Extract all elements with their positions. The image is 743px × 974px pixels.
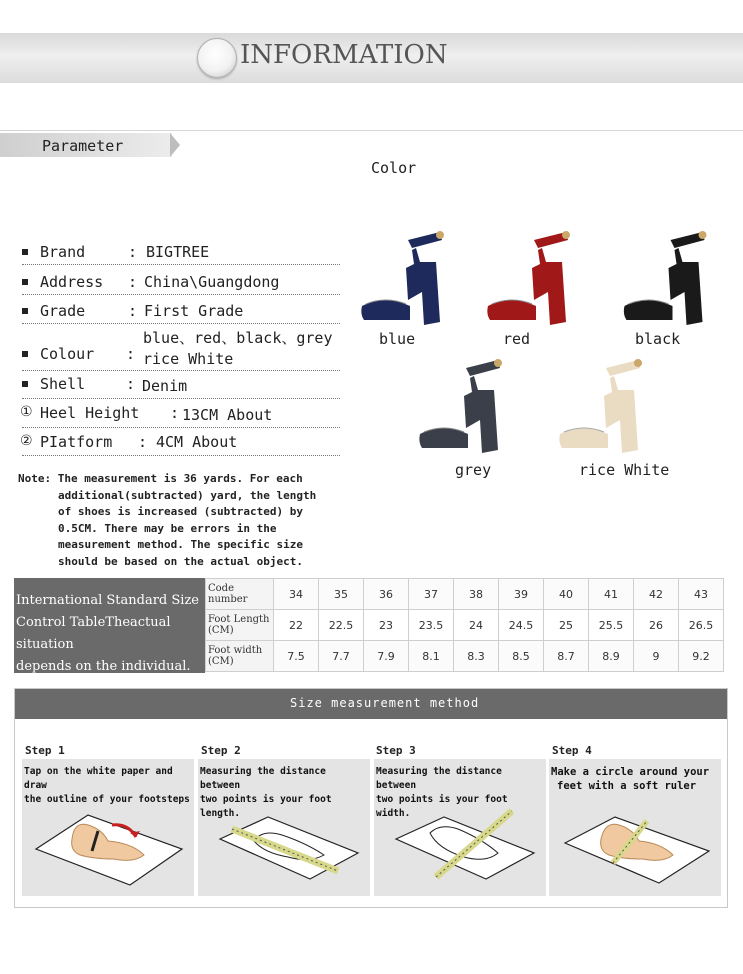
caption-line: Control TableTheactual situation bbox=[16, 615, 171, 652]
param-label: Shell bbox=[40, 375, 86, 393]
bullet-icon bbox=[22, 351, 28, 357]
size-row-header: Code number bbox=[206, 579, 274, 610]
note-line: measurement method. The specific size bbox=[58, 538, 304, 551]
size-row-header: Foot Length (CM) bbox=[206, 610, 274, 641]
param-label: PIatform bbox=[40, 433, 113, 451]
shoe-image-rice-white bbox=[556, 350, 646, 462]
sandal-icon bbox=[484, 222, 574, 330]
step-1-card bbox=[22, 759, 194, 896]
shoe-image-grey bbox=[416, 350, 506, 462]
header-circle-decoration bbox=[197, 38, 237, 78]
color-section-title: Color bbox=[371, 159, 417, 177]
param-value: First Grade bbox=[144, 302, 244, 320]
size-table-row bbox=[206, 579, 724, 610]
size-cell: 7.7 bbox=[319, 641, 364, 672]
size-table-caption bbox=[14, 578, 205, 673]
parameter-tab-label: Parameter bbox=[42, 137, 124, 155]
step-text-line: Tap on the white paper and draw bbox=[24, 766, 173, 791]
color-caption-black: black bbox=[635, 330, 681, 348]
circled-one-icon: ① bbox=[20, 404, 33, 420]
param-value: BIGTREE bbox=[146, 243, 210, 261]
size-cell: 8.5 bbox=[499, 641, 544, 672]
size-cell: 9 bbox=[634, 641, 679, 672]
size-cell: 8.1 bbox=[409, 641, 454, 672]
dotted-divider bbox=[22, 455, 340, 456]
step-text-line: two points is your foot length. bbox=[200, 794, 332, 819]
size-cell: 26.5 bbox=[679, 610, 724, 641]
note-line: of shoes is increased (subtracted) by bbox=[58, 505, 304, 518]
color-caption-red: red bbox=[503, 330, 531, 348]
step-1-label: Step 1 bbox=[25, 744, 65, 757]
param-separator: : bbox=[138, 433, 148, 451]
step-text-line: Measuring the distance between bbox=[200, 766, 326, 791]
size-cell: 41 bbox=[589, 579, 634, 610]
size-cell: 37 bbox=[409, 579, 454, 610]
step-4-text bbox=[551, 765, 721, 793]
shoe-image-blue bbox=[358, 222, 448, 334]
circled-two-icon: ② bbox=[20, 433, 33, 449]
step-4-label: Step 4 bbox=[552, 744, 592, 757]
sandal-icon bbox=[416, 350, 506, 458]
param-label: Grade bbox=[40, 302, 86, 320]
step-1-text bbox=[24, 765, 194, 807]
size-cell: 8.3 bbox=[454, 641, 499, 672]
size-cell: 8.7 bbox=[544, 641, 589, 672]
param-separator: : bbox=[128, 302, 138, 320]
size-cell: 25 bbox=[544, 610, 589, 641]
size-cell: 42 bbox=[634, 579, 679, 610]
dotted-divider bbox=[22, 427, 340, 428]
dotted-divider bbox=[22, 370, 340, 371]
bullet-icon bbox=[22, 279, 28, 285]
step-2-card bbox=[198, 759, 370, 896]
param-value-line1: blue、red、black、grey bbox=[143, 329, 333, 347]
dotted-divider bbox=[22, 323, 340, 324]
size-table-row bbox=[206, 641, 724, 672]
param-separator: : bbox=[126, 345, 136, 363]
parameter-tab-arrow bbox=[170, 133, 180, 157]
param-separator: : bbox=[128, 243, 138, 261]
size-cell: 38 bbox=[454, 579, 499, 610]
sandal-icon bbox=[618, 222, 713, 330]
size-cell: 23 bbox=[364, 610, 409, 641]
color-caption-rice-white: rice White bbox=[579, 461, 670, 479]
step-text-line: two points is your foot width. bbox=[376, 794, 508, 819]
step-3-card bbox=[374, 759, 546, 896]
step-2-text bbox=[200, 765, 370, 821]
note-line: Note: The measurement is 36 yards. For each bbox=[18, 472, 303, 485]
bullet-icon bbox=[22, 381, 28, 387]
size-cell: 34 bbox=[274, 579, 319, 610]
param-separator: : bbox=[170, 404, 180, 422]
bullet-icon bbox=[22, 249, 28, 255]
size-cell: 24.5 bbox=[499, 610, 544, 641]
sandal-icon bbox=[358, 222, 448, 330]
size-cell: 23.5 bbox=[409, 610, 454, 641]
size-cell: 7.5 bbox=[274, 641, 319, 672]
color-caption-grey: grey bbox=[455, 461, 492, 479]
param-value-line2: rice White bbox=[143, 350, 234, 368]
size-cell: 35 bbox=[319, 579, 364, 610]
dotted-divider bbox=[22, 294, 340, 295]
size-cell: 43 bbox=[679, 579, 724, 610]
step-3-text bbox=[376, 765, 546, 821]
method-title: Size measurement method bbox=[290, 696, 480, 710]
size-cell: 22 bbox=[274, 610, 319, 641]
step-text-line: Measuring the distance between bbox=[376, 766, 502, 791]
step-text-line: feet with a soft ruler bbox=[557, 780, 697, 792]
step-4-card bbox=[549, 759, 721, 896]
size-table bbox=[205, 578, 724, 672]
param-label: Heel Height bbox=[40, 404, 140, 422]
param-separator: : bbox=[126, 375, 136, 393]
param-value: 4CM About bbox=[156, 433, 238, 451]
measurement-note bbox=[18, 471, 328, 570]
param-value: China\Guangdong bbox=[144, 273, 280, 291]
caption-line: depends on the individual. bbox=[16, 659, 191, 674]
size-row-header: Foot width (CM) bbox=[206, 641, 274, 672]
color-caption-blue: blue bbox=[379, 330, 416, 348]
param-value: Denim bbox=[142, 377, 188, 395]
size-cell: 8.9 bbox=[589, 641, 634, 672]
step-text-line: Make a circle around your bbox=[551, 766, 710, 778]
page-title: INFORMATION bbox=[240, 40, 448, 70]
param-separator: : bbox=[128, 273, 138, 291]
param-value: 13CM About bbox=[182, 406, 273, 424]
caption-line: International Standard Size bbox=[16, 593, 199, 608]
sandal-icon bbox=[556, 350, 646, 458]
dotted-divider bbox=[22, 264, 340, 265]
divider bbox=[0, 130, 743, 131]
note-line: 0.5CM. There may be errors in the bbox=[58, 521, 277, 535]
size-cell: 7.9 bbox=[364, 641, 409, 672]
note-line: should be based on the actual object. bbox=[58, 554, 304, 568]
param-label: Brand bbox=[40, 243, 86, 261]
step-text-line: the outline of your footsteps bbox=[24, 794, 190, 805]
dotted-divider bbox=[22, 398, 340, 399]
note-line: additional(subtracted) yard, the length bbox=[58, 488, 317, 502]
shoe-image-red bbox=[484, 222, 574, 334]
bullet-icon bbox=[22, 308, 28, 314]
size-cell: 25.5 bbox=[589, 610, 634, 641]
size-cell: 24 bbox=[454, 610, 499, 641]
param-label: Colour bbox=[40, 345, 95, 363]
shoe-image-black bbox=[618, 222, 713, 334]
size-cell: 39 bbox=[499, 579, 544, 610]
size-cell: 26 bbox=[634, 610, 679, 641]
size-cell: 9.2 bbox=[679, 641, 724, 672]
size-cell: 36 bbox=[364, 579, 409, 610]
size-table-row bbox=[206, 610, 724, 641]
step-2-label: Step 2 bbox=[201, 744, 241, 757]
size-cell: 40 bbox=[544, 579, 589, 610]
size-cell: 22.5 bbox=[319, 610, 364, 641]
step-3-label: Step 3 bbox=[376, 744, 416, 757]
param-label: Address bbox=[40, 273, 104, 291]
